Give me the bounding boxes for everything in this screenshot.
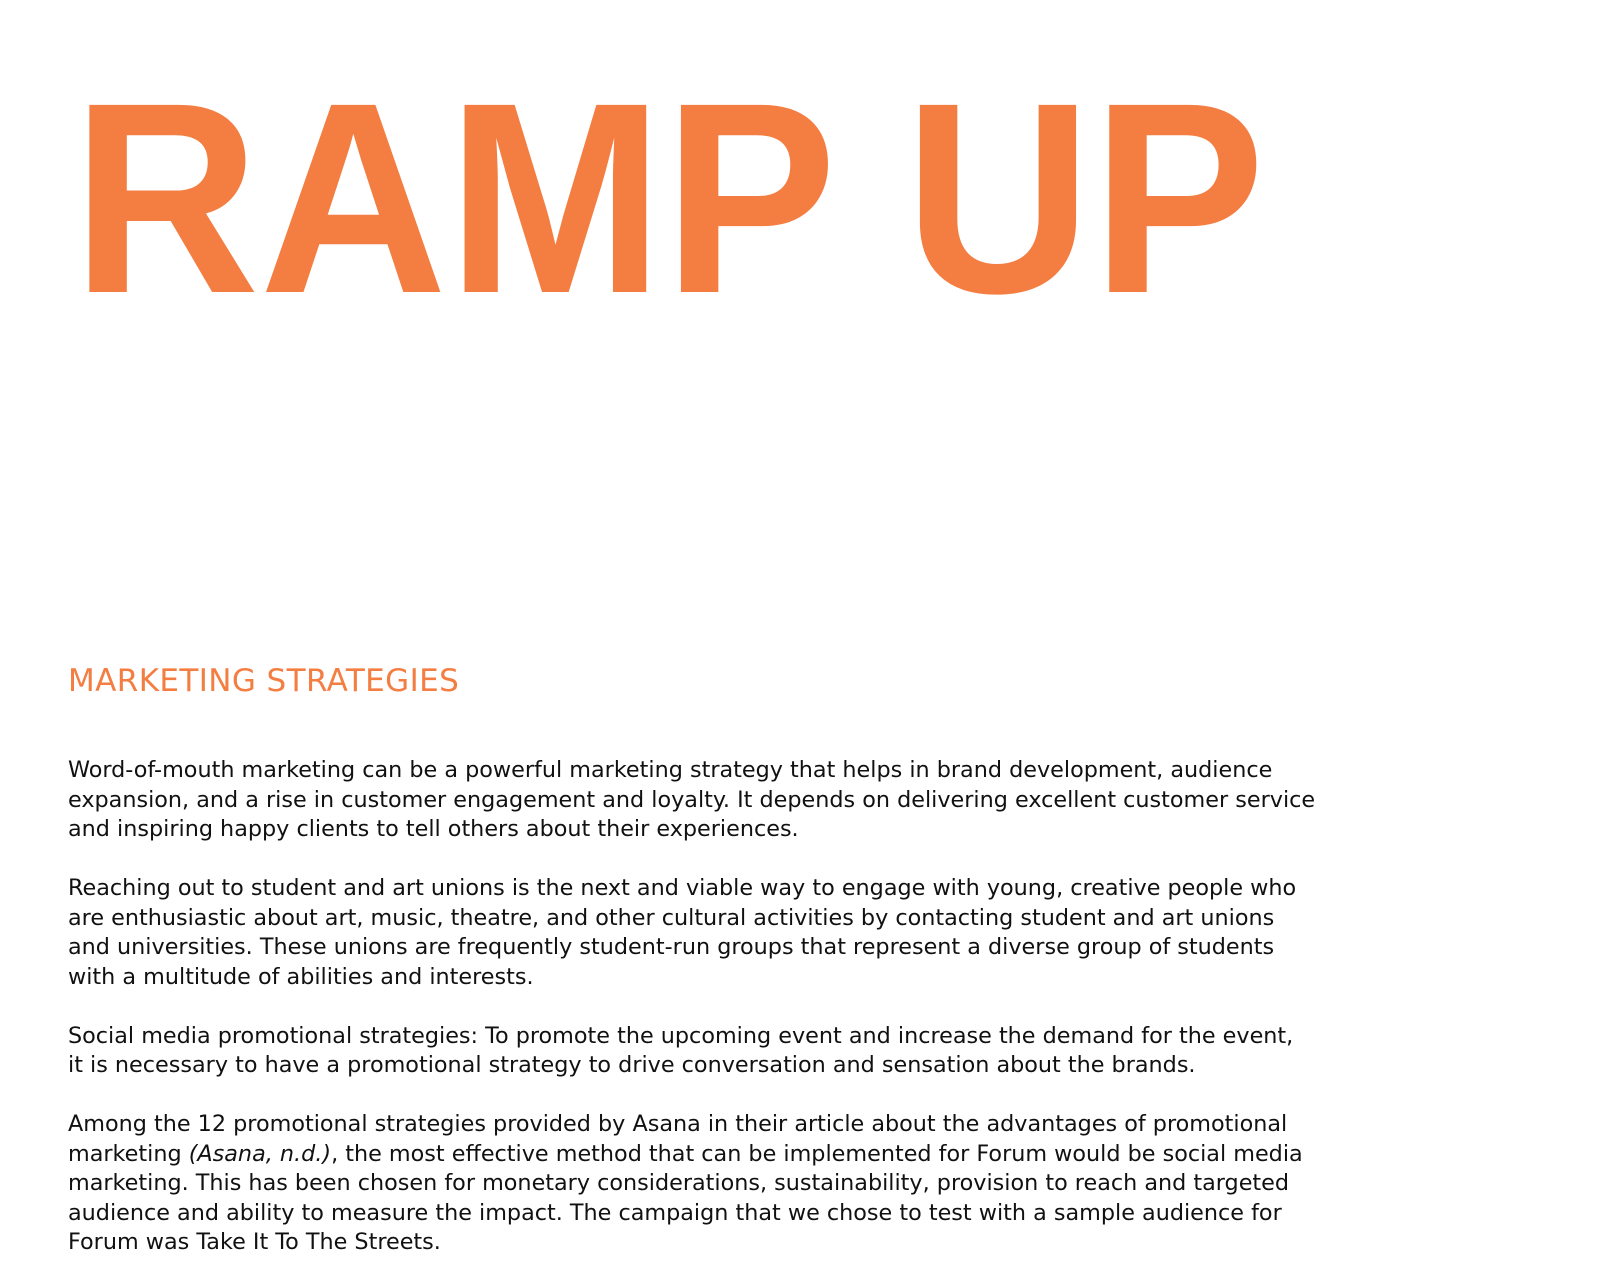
- paragraph-line: with a multitude of abilities and interests.: [68, 963, 534, 990]
- body-text: [68, 756, 1458, 1287]
- paragraph-word-of-mouth: [68, 756, 1458, 845]
- page-title: RAMP UP: [72, 46, 1266, 350]
- paragraph-line: audience and ability to measure the impact. The campaign that we chose to test with a sample audience for: [68, 1199, 1282, 1226]
- section-heading: MARKETING STRATEGIES: [68, 663, 460, 699]
- paragraph-student-unions: [68, 874, 1458, 992]
- paragraph-social-media: [68, 1022, 1458, 1081]
- paragraph-promotional-strategies: [68, 1110, 1458, 1258]
- paragraph-line: Forum was Take It To The Streets.: [68, 1229, 441, 1255]
- paragraph-line: [68, 1140, 1458, 1170]
- paragraph-line: Word-of-mouth marketing can be a powerful marketing strategy that helps in brand development, audience: [68, 757, 1273, 783]
- paragraph-text: marketing: [68, 1140, 189, 1167]
- paragraph-line: it is necessary to have a promotional strategy to drive conversation and sensation about the brands.: [68, 1052, 1196, 1078]
- paragraph-line: expansion, and a rise in customer engagement and loyalty. It depends on delivering excellent customer service: [68, 786, 1316, 813]
- paragraph-line: Reaching out to student and art unions is the next and viable way to engage with young, creative people who: [68, 875, 1297, 901]
- paragraph-line: marketing. This has been chosen for monetary considerations, sustainability, provision to reach and targeted: [68, 1170, 1290, 1196]
- paragraph-line: are enthusiastic about art, music, theatre, and other cultural activities by contacting student and art unions: [68, 904, 1275, 931]
- paragraph-line: Social media promotional strategies: To promote the upcoming event and increase the demand for the event,: [68, 1022, 1294, 1049]
- paragraph-line: and inspiring happy clients to tell others about their experiences.: [68, 816, 799, 842]
- paragraph-line: and universities. These unions are frequently student-run groups that represent a diverse group of students: [68, 934, 1275, 960]
- citation: (Asana, n.d.): [188, 1140, 332, 1167]
- paragraph-line: Among the 12 promotional strategies provided by Asana in their article about the advantages of promotional: [68, 1111, 1288, 1137]
- paragraph-text: , the most effective method that can be implemented for Forum would be social media: [331, 1140, 1303, 1167]
